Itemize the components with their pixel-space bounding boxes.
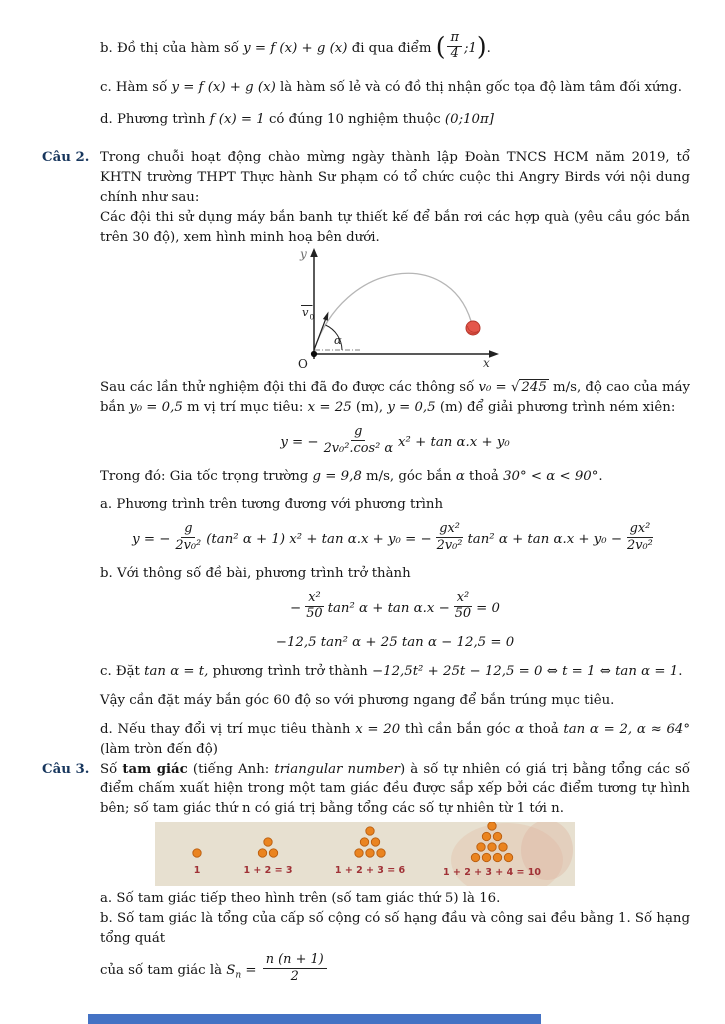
statement-1c: [100, 78, 690, 98]
fraction-pi-4: [447, 31, 461, 62]
math-run: = 0: [476, 600, 500, 616]
fraction-denominator: 2v₀²: [175, 537, 202, 553]
text-run: Sau các lần thử nghiệm đội thi đã đo được các thông số: [100, 380, 479, 396]
math-run: v₀ =: [478, 380, 507, 396]
subscript-n: n: [235, 970, 242, 981]
dot: [504, 854, 512, 862]
math-run: 30° < α < 90°: [503, 469, 599, 485]
triangular-numbers-figure: [155, 822, 575, 886]
dot: [366, 827, 374, 835]
math-run: y = f (x) + g (x): [171, 79, 276, 95]
statement-1d: [100, 110, 690, 130]
dot: [482, 833, 490, 841]
dot: [488, 822, 496, 830]
math-run: x = 20: [355, 721, 401, 737]
text-run: c. Đặt: [100, 663, 145, 679]
dot: [258, 849, 266, 857]
fraction-numerator: gx²: [627, 522, 654, 538]
q2-conclusion: Vậy cần đặt máy bắn góc 60 độ so với phương ngang để bắn trúng mục tiêu.: [100, 692, 615, 708]
dot: [471, 854, 479, 862]
math-run: =: [241, 963, 261, 979]
dot: [264, 838, 272, 846]
fraction: [452, 591, 474, 622]
fraction-numerator: gx²: [436, 522, 463, 538]
fraction-denominator: 2v₀²: [627, 537, 653, 553]
q2-equation-b2: −12,5 tan² α + 25 tan α − 12,5 = 0: [275, 634, 515, 650]
velocity-arrowhead: [323, 312, 329, 321]
dot: [355, 849, 363, 857]
math-run: tan α = 2, α ≈ 64°: [563, 721, 691, 737]
dot: [488, 843, 496, 851]
dot: [366, 849, 374, 857]
dot: [477, 843, 485, 851]
dot: [193, 849, 201, 857]
text-run: (tiếng Anh:: [187, 761, 275, 777]
math-run: tan² α + tan α.x −: [327, 600, 450, 616]
statement-2b: b. Với thông số đề bài, phương trình trở thành: [100, 565, 411, 581]
open-paren: (: [435, 31, 446, 61]
math-run: (0;10π]: [444, 111, 494, 127]
q3-sn-formula: [100, 952, 690, 986]
q2-given-values: [100, 467, 690, 487]
q2-main-equation: [100, 424, 690, 458]
dot: [371, 838, 379, 846]
statement-3b: b. Số tam giác là tổng của cấp số cộng có số hạng đầu và công sai đều bằng 1. Số hạng tổng quát: [100, 911, 690, 947]
question-2: [0, 148, 690, 760]
fraction-denominator: 2v₀².cos² α: [323, 440, 394, 456]
math-run: α: [515, 721, 525, 737]
q3-intro: [100, 760, 690, 820]
text-run: của số tam giác là: [100, 963, 227, 979]
dot: [493, 854, 501, 862]
text-run: có đúng 10 nghiệm thuộc: [264, 111, 445, 127]
velocity-vector: [314, 320, 326, 351]
q2-intro-1: Trong chuỗi hoạt động chào mừng ngày thành lập Đoàn TNCS HCM năm 2019, tổ KHTN trường THPT Thực hành Sư phạm có tổ chức cuộc thi Angry Birds với nội dung chính như sau:: [100, 149, 690, 205]
math-run: S: [226, 963, 236, 979]
text-run: thoả: [524, 721, 564, 737]
fraction-numerator: π: [447, 31, 461, 47]
math-run: (tan² α + 1) x² + tan α.x + y₀ = −: [206, 532, 432, 548]
x-axis-arrow: [489, 351, 499, 359]
math-run: ;1: [463, 40, 477, 56]
projectile-trajectory-diagram: [252, 247, 552, 371]
math-run: g = 9,8: [312, 469, 362, 485]
v0-label: v: [302, 305, 309, 320]
fraction: [303, 591, 325, 622]
fraction-numerator: n (n + 1): [263, 953, 327, 969]
text-run: (m),: [351, 400, 388, 416]
text-run: .: [678, 663, 683, 679]
term-tam-giac: tam giác: [122, 761, 188, 777]
figure-label-1: 1: [193, 865, 201, 877]
x-axis-label: x: [483, 356, 490, 371]
q2-intro-2: Các đội thi sử dụng máy bắn banh tự thiết kế để bắn rơi các hợp quà (yêu cầu góc bắn trên 30 độ), xem hình minh hoạ bên dưới.: [100, 209, 690, 245]
radicand: 245: [521, 380, 547, 396]
q2-equation-a: [100, 521, 690, 555]
math-run: y = 0,5: [387, 400, 436, 416]
q2-equation-b1: [100, 589, 690, 624]
fraction-g-over-2v0cos: [321, 425, 396, 456]
question-2-body: [100, 148, 690, 760]
math-run: −12,5t² + 25t − 12,5 = 0 ⇔ t = 1 ⇔ tan α = 1: [371, 663, 679, 679]
fraction-denominator: 4: [450, 46, 459, 62]
statement-2a: a. Phương trình trên tương đương với phương trình: [100, 497, 444, 513]
text-run: là hàm số lẻ và có đồ thị nhận gốc tọa độ làm tâm đối xứng.: [275, 79, 682, 95]
statement-3a: a. Số tam giác tiếp theo hình trên (số tam giác thứ 5) là 16.: [100, 891, 501, 907]
origin-dot: [311, 351, 317, 357]
next-page-table-edge: [88, 1014, 541, 1024]
text-run: b. Đồ thị của hàm số: [100, 40, 244, 56]
y-axis-label: y: [300, 247, 307, 262]
dot: [360, 838, 368, 846]
math-run: y = f (x) + g (x): [243, 40, 348, 56]
question-3: [0, 760, 690, 987]
text-run: Số: [100, 761, 123, 777]
text-run: phương trình trở thành: [208, 663, 372, 679]
dot: [482, 854, 490, 862]
math-run: tan² α + tan α.x + y₀ −: [467, 532, 623, 548]
alpha-label: α: [334, 333, 342, 348]
statement-1b: [100, 30, 690, 64]
origin-label: O: [298, 357, 308, 372]
text-run: ) à số tự nhiên có giá trị bằng tổng các số điểm chấm xuất hiện trong một tam giác đều được sắp xếp bởi các điểm tương tự hình bên; số tam giác thứ n có giá trị bằng tổng các số tự nhiên từ 1 tới n.: [100, 761, 690, 817]
math-run: α: [455, 469, 465, 485]
math-run: x = 25: [307, 400, 352, 416]
math-run: x² + tan α.x + y₀: [398, 435, 510, 451]
term-triangular-number: triangular number: [274, 761, 400, 777]
text-run: (làm tròn đến độ): [100, 741, 218, 757]
math-run: tan α = t,: [144, 663, 209, 679]
math-run: y = −: [280, 435, 319, 451]
statement-2d: [100, 720, 690, 760]
fraction-denominator: 50: [306, 606, 323, 622]
sqrt-245: [511, 379, 549, 395]
math-run: f (x) = 1: [209, 111, 265, 127]
dot: [269, 849, 277, 857]
radical-sign: √: [510, 380, 520, 396]
figure-label-4: 1 + 2 + 3 + 4 = 10: [443, 867, 541, 879]
text-run: Trong đó: Gia tốc trọng trường: [100, 469, 313, 485]
figure-label-3: 1 + 2 + 3 = 6: [334, 865, 406, 877]
text-run: d. Nếu thay đổi vị trí mục tiêu thành: [100, 721, 356, 737]
statement-2c: [100, 662, 690, 682]
fraction: [172, 522, 204, 553]
text-run: thoả: [464, 469, 504, 485]
text-run: m vị trí mục tiêu:: [182, 400, 308, 416]
fraction-numerator: x²: [305, 591, 323, 607]
fraction: [624, 522, 656, 553]
dot: [499, 843, 507, 851]
fraction-numerator: x²: [454, 591, 472, 607]
figure-label-2: 1 + 2 = 3: [243, 865, 293, 877]
text-run: c. Hàm số: [100, 79, 172, 95]
question-3-body: [100, 760, 690, 987]
fraction-denominator: 2: [290, 968, 299, 984]
fraction-numerator: g: [351, 425, 365, 441]
text-run: (m) để giải phương trình ném xiên:: [435, 400, 676, 416]
math-run: y₀ = 0,5: [129, 400, 183, 416]
q2-measurements: [100, 378, 690, 418]
fraction: [434, 522, 466, 553]
text-run: .: [486, 40, 491, 56]
math-run: −: [290, 600, 302, 616]
question-3-label: Câu 3.: [42, 761, 90, 777]
text-run: đi qua điểm: [347, 40, 436, 56]
fraction-denominator: 50: [454, 606, 472, 622]
fraction-denominator: 2v₀²: [436, 537, 463, 553]
dot: [377, 849, 385, 857]
math-run: y = −: [132, 532, 171, 548]
text-run: .: [598, 469, 603, 485]
question-2-label: Câu 2.: [42, 149, 90, 165]
close-paren: ): [476, 31, 487, 61]
fraction-numerator: g: [181, 522, 195, 538]
text-run: m/s, độ cao của máy bắn: [100, 380, 691, 416]
text-run: m/s, góc bắn: [361, 469, 456, 485]
point-pi-over-4: [435, 30, 487, 62]
y-axis-arrow: [310, 248, 318, 257]
v0-subscript: 0: [309, 312, 315, 322]
text-run: d. Phương trình: [100, 111, 210, 127]
fraction-n-n1-2: [263, 953, 327, 984]
text-run: thì cần bắn góc: [400, 721, 516, 737]
dot: [493, 833, 501, 841]
